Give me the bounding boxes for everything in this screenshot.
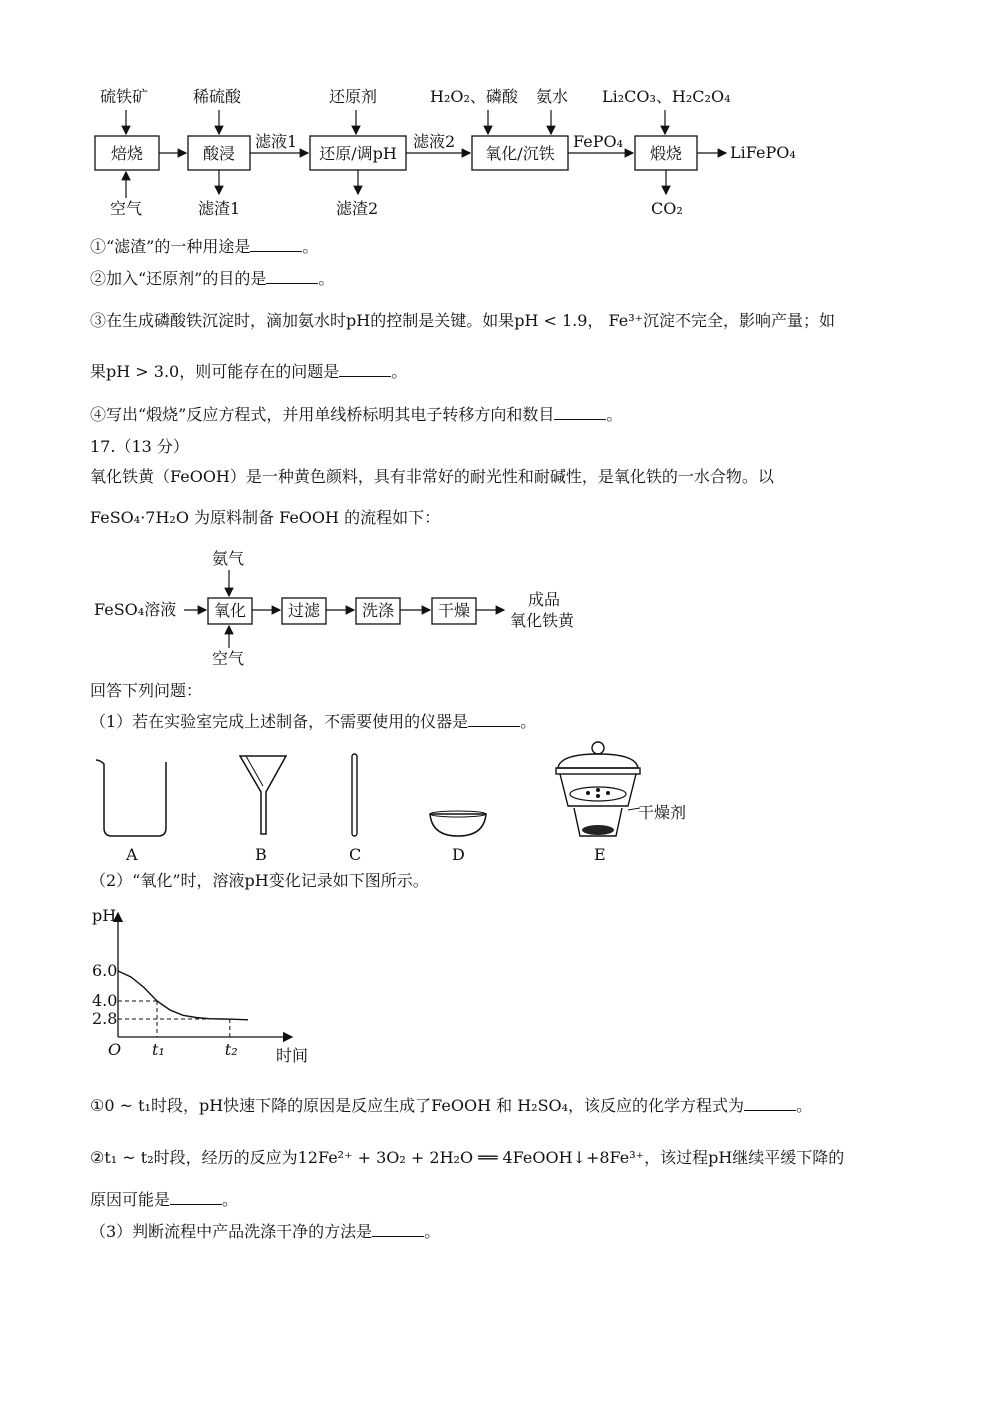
box-reduce: 还原/调pH — [319, 144, 397, 163]
flow2-start: FeSO₄溶液 — [94, 600, 177, 619]
x-tick-label: t₂ — [224, 1040, 238, 1059]
answer-blank[interactable] — [266, 269, 318, 284]
arrow-filtrate-1: 滤液1 — [255, 132, 298, 151]
instruments-figure — [90, 738, 710, 870]
output-co2: CO₂ — [651, 199, 683, 218]
glass-rod-icon — [352, 754, 357, 836]
funnel-icon — [240, 756, 286, 834]
flow2-box-filter: 过滤 — [287, 601, 321, 620]
q16-item-2: ②加入“还原剂”的目的是 。 — [90, 269, 335, 288]
flow2-box-wash: 洗涤 — [361, 601, 395, 620]
box-oxidize: 氧化/沉铁 — [485, 144, 555, 163]
flow2-product-2: 氧化铁黄 — [510, 611, 575, 630]
origin-label: O — [108, 1040, 122, 1059]
q16-item-3-cont: 果pH > 3.0，则可能存在的问题是 。 — [90, 362, 408, 381]
answer-blank[interactable] — [744, 1096, 796, 1111]
output-residue-1: 滤渣1 — [198, 199, 241, 218]
q17-part-3: （3）判断流程中产品洗涤干净的方法是 。 — [90, 1222, 441, 1241]
q17-intro-2: FeSO₄·7H₂O 为原料制备 FeOOH 的流程如下： — [90, 508, 441, 527]
answer-blank[interactable] — [372, 1222, 424, 1237]
q17-part-2-2: ②t₁ ~ t₂时段，经历的反应为12Fe²⁺ + 3O₂ + 2H₂O ══ 4FeOOH↓+8Fe³⁺，该过程pH继续平缓下降的 — [90, 1148, 845, 1167]
input-lithium: Li₂CO₃、H₂C₂O₄ — [602, 87, 731, 106]
input-reducer: 还原剂 — [329, 87, 378, 106]
flow2-air: 空气 — [212, 649, 245, 668]
q17-part-2: （2）“氧化”时，溶液pH变化记录如下图所示。 — [90, 871, 429, 890]
output-residue-2: 滤渣2 — [336, 199, 379, 218]
answer-blank[interactable] — [170, 1190, 222, 1205]
box-roast: 焙烧 — [110, 144, 144, 163]
label-d: D — [452, 845, 465, 864]
flow2-ammonia: 氨气 — [212, 549, 245, 568]
y-tick-label: 6.0 — [92, 961, 118, 980]
flow-diagram-2 — [90, 548, 600, 670]
answer-blank[interactable] — [554, 405, 606, 420]
q16-item-4: ④写出“煅烧”反应方程式，并用单线桥标明其电子转移方向和数目 。 — [90, 405, 623, 424]
arrow-fepo4: FePO₄ — [573, 132, 623, 151]
q17-header: 17.（13 分） — [90, 437, 189, 456]
flow2-product-1: 成品 — [528, 590, 561, 609]
input-ammonia: 氨水 — [536, 87, 569, 106]
answer-blank[interactable] — [339, 362, 391, 377]
desiccant-label: 干燥剂 — [638, 803, 687, 822]
q17-part-2-1: ①0 ~ t₁时段，pH快速下降的原因是反应生成了FeOOH 和 H₂SO₄，该反应的化学方程式为 。 — [90, 1096, 813, 1115]
input-acid: 稀硫酸 — [193, 87, 242, 106]
ph-curve — [118, 971, 248, 1020]
q16-item-1: ①“滤渣”的一种用途是 。 — [90, 237, 319, 256]
y-axis-label: pH — [92, 906, 117, 925]
product-lifepo4: LiFePO₄ — [730, 143, 796, 162]
input-air: 空气 — [110, 199, 143, 218]
box-calcine: 煅烧 — [649, 144, 683, 163]
x-axis-label: 时间 — [276, 1046, 309, 1065]
q17-part-2-2-cont: 原因可能是 。 — [90, 1190, 239, 1209]
label-c: C — [349, 845, 362, 864]
flow2-box-dry: 干燥 — [437, 601, 471, 620]
q17-prompt: 回答下列问题： — [90, 681, 203, 700]
y-tick-label: 2.8 — [92, 1009, 118, 1028]
flow-diagram-1 — [90, 80, 810, 225]
answer-blank[interactable] — [468, 712, 520, 727]
q16-item-3: ③在生成磷酸铁沉淀时，滴加氨水时pH的控制是关键。如果pH < 1.9， Fe³⁺沉淀不完全，影响产量；如 — [90, 311, 836, 330]
arrow-filtrate-2: 滤液2 — [413, 132, 456, 151]
q17-part-1: （1）若在实验室完成上述制备，不需要使用的仪器是 。 — [90, 712, 537, 731]
label-e: E — [594, 845, 606, 864]
beaker-icon — [96, 760, 166, 836]
flow2-box-oxidize: 氧化 — [213, 601, 247, 620]
answer-blank[interactable] — [250, 237, 302, 252]
ph-chart — [90, 905, 320, 1065]
desiccator-icon — [556, 742, 640, 836]
q17-intro-1: 氧化铁黄（FeOOH）是一种黄色颜料，具有非常好的耐光性和耐碱性，是氧化铁的一水合物。以 — [90, 467, 774, 486]
y-tick-label: 4.0 — [92, 991, 118, 1010]
input-oxidizers: H₂O₂、磷酸 — [430, 87, 518, 106]
label-b: B — [255, 845, 267, 864]
evaporating-dish-icon — [430, 811, 486, 836]
input-ore: 硫铁矿 — [100, 87, 149, 106]
label-a: A — [126, 845, 138, 864]
x-tick-label: t₁ — [152, 1040, 165, 1059]
box-acid-leach: 酸浸 — [202, 144, 236, 163]
